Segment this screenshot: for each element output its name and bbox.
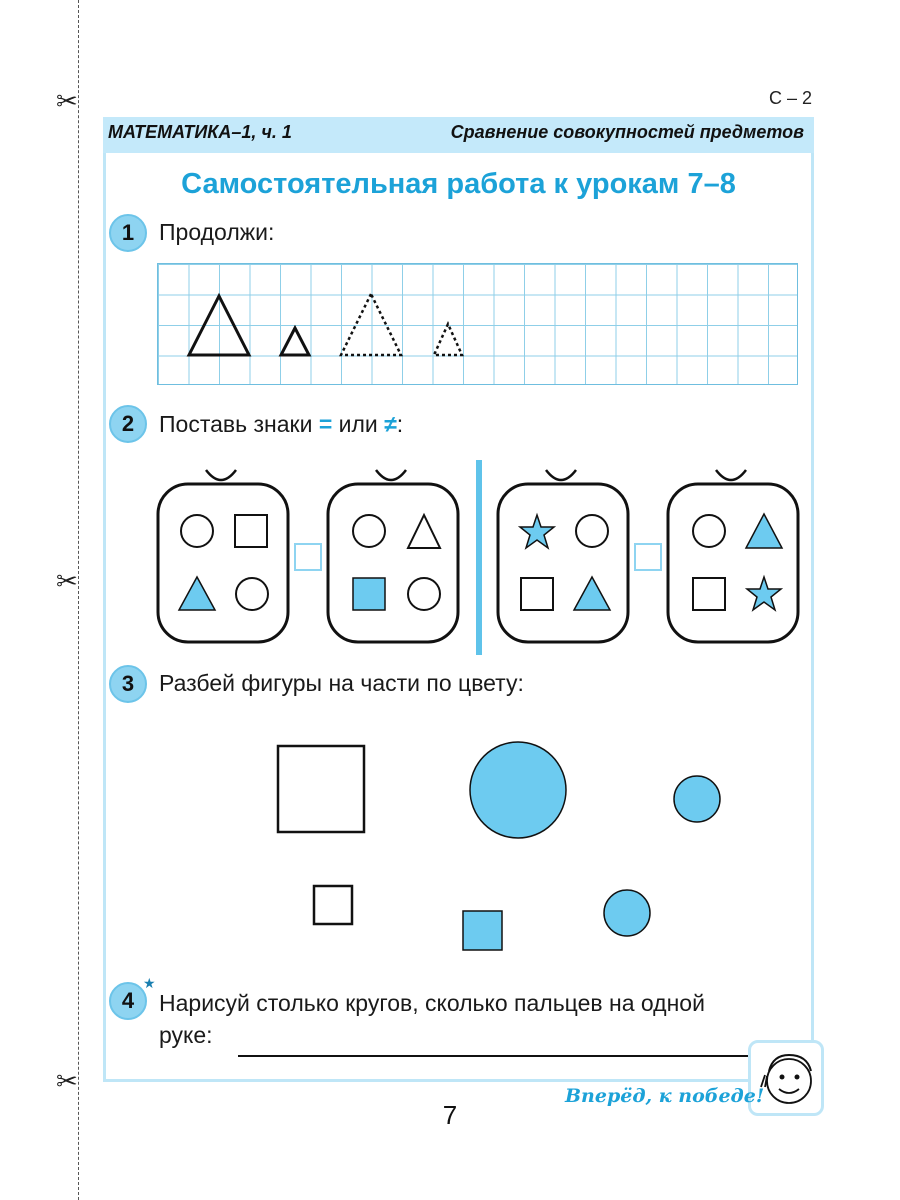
medium-blue-circle (604, 890, 650, 936)
task-2-text-after: : (396, 411, 404, 437)
not-equals-sign: ≠ (384, 411, 397, 437)
task-3-text: Разбей фигуры на части по цвету: (159, 670, 524, 696)
task-number-1: 1 (109, 214, 147, 252)
task-2-text-before: Поставь знаки (159, 411, 319, 437)
small-blue-circle (674, 776, 720, 822)
task-number-3: 3 (109, 665, 147, 703)
answer-line[interactable] (238, 1055, 748, 1057)
equals-sign: = (318, 411, 333, 437)
task-4-line-1: Нарисуй столько кругов, сколько пальцев на одной (159, 990, 705, 1016)
book-title: МАТЕМАТИКА–1, ч. 1 (108, 122, 292, 142)
worksheet-code: С – 2 (768, 88, 812, 108)
scissors-icon: ✂ (56, 566, 78, 596)
page-number: 7 (442, 1100, 458, 1130)
scissors-icon: ✂ (56, 86, 78, 116)
page-title: Самостоятельная работа к урокам 7–8 (181, 168, 736, 200)
motto: Вперёд, к победе! (565, 1085, 765, 1107)
task-1-text: Продолжи: (159, 219, 275, 245)
large-white-square (278, 746, 364, 832)
small-blue-square (463, 911, 502, 950)
task-number-2: 2 (109, 405, 147, 443)
task-4-line-2: руке: (159, 1022, 213, 1048)
star-icon: ★ (143, 975, 156, 991)
scissors-icon: ✂ (56, 1066, 78, 1096)
task-4-text (159, 987, 705, 1051)
task-2-text-mid: или (332, 411, 385, 437)
topic-title: Сравнение совокупностей предметов (450, 122, 804, 142)
small-white-square (314, 886, 352, 924)
large-blue-circle (470, 742, 566, 838)
task-number-4: 4 (109, 982, 147, 1020)
